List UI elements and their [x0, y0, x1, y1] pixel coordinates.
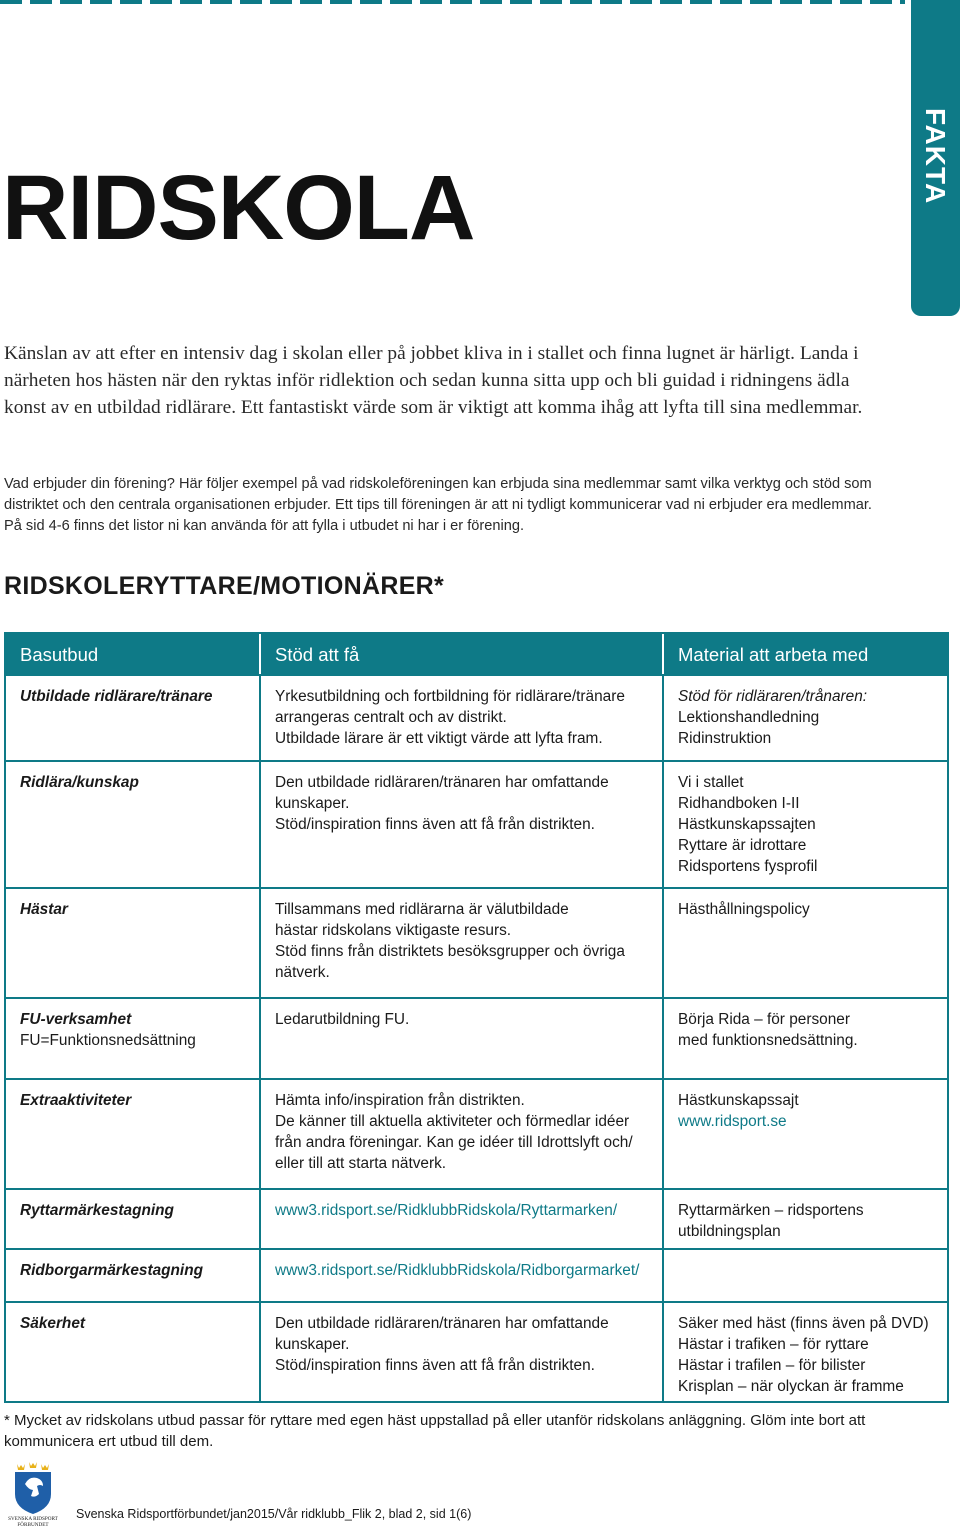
material-heading: Stöd för ridläraren/trånaren: [678, 688, 868, 705]
material-line: Ryttarmärken – ridsportens [678, 1202, 864, 1219]
material-line: Krisplan – när olyckan är framme [678, 1378, 904, 1395]
support-link[interactable]: www3.ridsport.se/RidklubbRidskola/Ryttarmarken/ [275, 1202, 618, 1219]
support-line: Tillsammans med ridlärarna är välutbildade [275, 901, 569, 918]
cell-stod [261, 889, 664, 997]
cell-stod [261, 1250, 664, 1301]
top-dashed-rule [0, 0, 905, 4]
header-material: Material att arbeta med [678, 644, 869, 665]
svg-text:FÖRBUNDET: FÖRBUNDET [17, 1522, 49, 1528]
svenska-ridsportforbundet-logo [3, 1462, 63, 1528]
support-link[interactable]: www3.ridsport.se/RidklubbRidskola/Ridborgarmarket/ [275, 1262, 640, 1279]
table-row [6, 1078, 947, 1188]
support-line: eller till att starta nätverk. [275, 1155, 447, 1172]
cell-material [664, 762, 947, 887]
material-line: Hästkunskapssajt [678, 1092, 799, 1109]
cell-stod [261, 1303, 664, 1401]
cell-stod [261, 762, 664, 887]
cell-stod [261, 1080, 664, 1188]
support-line: kunskaper. [275, 795, 350, 812]
support-line: Hämta info/inspiration från distrikten. [275, 1092, 525, 1109]
support-line: kunskaper. [275, 1336, 350, 1353]
support-line: arrangeras centralt och av distrikt. [275, 709, 507, 726]
material-line: Hästhållningspolicy [678, 901, 810, 918]
material-line: Säker med häst (finns även på DVD) [678, 1315, 929, 1332]
cell-basutbud [6, 999, 261, 1078]
cell-basutbud [6, 1190, 261, 1248]
offer-table [4, 632, 949, 1403]
row-label: Ridlära/kunskap [20, 774, 139, 791]
material-line: Lektionshandledning [678, 709, 820, 726]
row-label: FU-verksamhet [20, 1011, 132, 1028]
support-line: Stöd/inspiration finns även att få från distrikten. [275, 816, 595, 833]
table-row [6, 1188, 947, 1248]
support-line: Stöd/inspiration finns även att få från distrikten. [275, 1357, 595, 1374]
material-link[interactable]: www.ridsport.se [678, 1113, 787, 1130]
svg-text:SVENSKA RIDSPORT: SVENSKA RIDSPORT [8, 1516, 58, 1522]
fakta-tab [911, 0, 960, 316]
cell-material [664, 676, 947, 760]
row-label: Ridborgarmärkestagning [20, 1262, 204, 1279]
intro-paragraph-2: Vad erbjuder din förening? Här följer exempel på vad ridskoleföreningen kan erbjuda sina medlemmar samt vilka verktyg och stöd som distriktet och den centrala organisationen erbjuder. Ett tips till föreningen är att ni tydligt kommunicerar vad ni erbjuder era medlemmar. På sid 4-6 finns det listor ni kan använda för att fylla i utbudet ni har i er förening. [4, 476, 872, 535]
support-line: Den utbildade ridläraren/tränaren har omfattande [275, 774, 609, 791]
row-label: Säkerhet [20, 1315, 86, 1332]
cell-basutbud [6, 676, 261, 760]
support-line: Ledarutbildning FU. [275, 1011, 410, 1028]
support-line: Utbildade lärare är ett viktigt värde att lyfta fram. [275, 730, 603, 747]
support-line: från andra föreningar. Kan ge idéer till Idrottslyft och/ [275, 1134, 633, 1151]
table-row [6, 887, 947, 997]
cell-material [664, 1250, 947, 1301]
support-line: De känner till aktuella aktiviteter och förmedlar idéer [275, 1113, 630, 1130]
support-line: Den utbildade ridläraren/tränaren har omfattande [275, 1315, 609, 1332]
cell-basutbud [6, 889, 261, 997]
intro-paragraph: Känslan av att efter en intensiv dag i skolan eller på jobbet kliva in i stallet och finna lugnet är härligt. Landa i närheten hos hästen när den ryktas inför ridlektion och sedan kunna sitta upp och bli guidad i ridningens ädla konst av en utbildad ridlärare. Ett fantastiskt värde som är viktigt att komma ihåg att lyfta till sina medlemmar. [4, 343, 863, 418]
header-stod: Stöd att få [261, 634, 664, 674]
row-label: Hästar [20, 901, 68, 918]
material-line: Ridsportens fysprofil [678, 858, 818, 875]
cell-basutbud [6, 762, 261, 887]
section-heading: RIDSKOLERYTTARE/MOTIONÄRER* [4, 572, 445, 600]
cell-stod [261, 676, 664, 760]
row-label: Ryttarmärkestagning [20, 1202, 174, 1219]
material-line: Vi i stallet [678, 774, 744, 791]
row-label: Extraaktiviteter [20, 1092, 132, 1109]
support-line: Stöd finns från distriktets besöksgrupper och övriga [275, 943, 625, 960]
table-row [6, 1248, 947, 1301]
support-line: hästar ridskolans viktigaste resurs. [275, 922, 512, 939]
material-line: Hästkunskapssajten [678, 816, 816, 833]
material-line: Ryttare är idrottare [678, 837, 807, 854]
row-label-sub: FU=Funktionsnedsättning [20, 1032, 196, 1049]
cell-stod [261, 1190, 664, 1248]
cell-basutbud [6, 1250, 261, 1301]
cell-material [664, 1190, 947, 1248]
cell-material [664, 889, 947, 997]
row-label: Utbildade ridlärare/tränare [20, 688, 213, 705]
material-line: Ridhandboken I-II [678, 795, 800, 812]
cell-basutbud [6, 1080, 261, 1188]
footer-text: Svenska Ridsportförbundet/jan2015/Vår ridklubb_Flik 2, blad 2, sid 1(6) [76, 1507, 472, 1521]
material-line: Hästar i trafiken – för ryttare [678, 1336, 869, 1353]
fakta-label: FAKTA [920, 108, 951, 205]
table-row [6, 760, 947, 887]
cell-material [664, 1303, 947, 1401]
table-row [6, 674, 947, 760]
material-line: Ridinstruktion [678, 730, 772, 747]
page-title: RIDSKOLA [2, 157, 475, 259]
cell-basutbud [6, 1303, 261, 1401]
table-header-row [6, 632, 947, 674]
material-line: utbildningsplan [678, 1223, 781, 1240]
material-line: med funktionsnedsättning. [678, 1032, 858, 1049]
material-line: Hästar i trafilen – för bilister [678, 1357, 866, 1374]
cell-material [664, 999, 947, 1078]
footnote: * Mycket av ridskolans utbud passar för ryttare med egen häst uppstallad på eller utanför ridskolans anläggning. Glöm inte bort att kommunicera ert utbud till dem. [4, 1412, 866, 1450]
cell-material [664, 1080, 947, 1188]
support-line: Yrkesutbildning och fortbildning för ridlärare/tränare [275, 688, 625, 705]
header-basutbud: Basutbud [6, 634, 261, 674]
material-line: Börja Rida – för personer [678, 1011, 850, 1028]
table-row [6, 1301, 947, 1401]
table-row [6, 997, 947, 1078]
cell-stod [261, 999, 664, 1078]
support-line: nätverk. [275, 964, 330, 981]
